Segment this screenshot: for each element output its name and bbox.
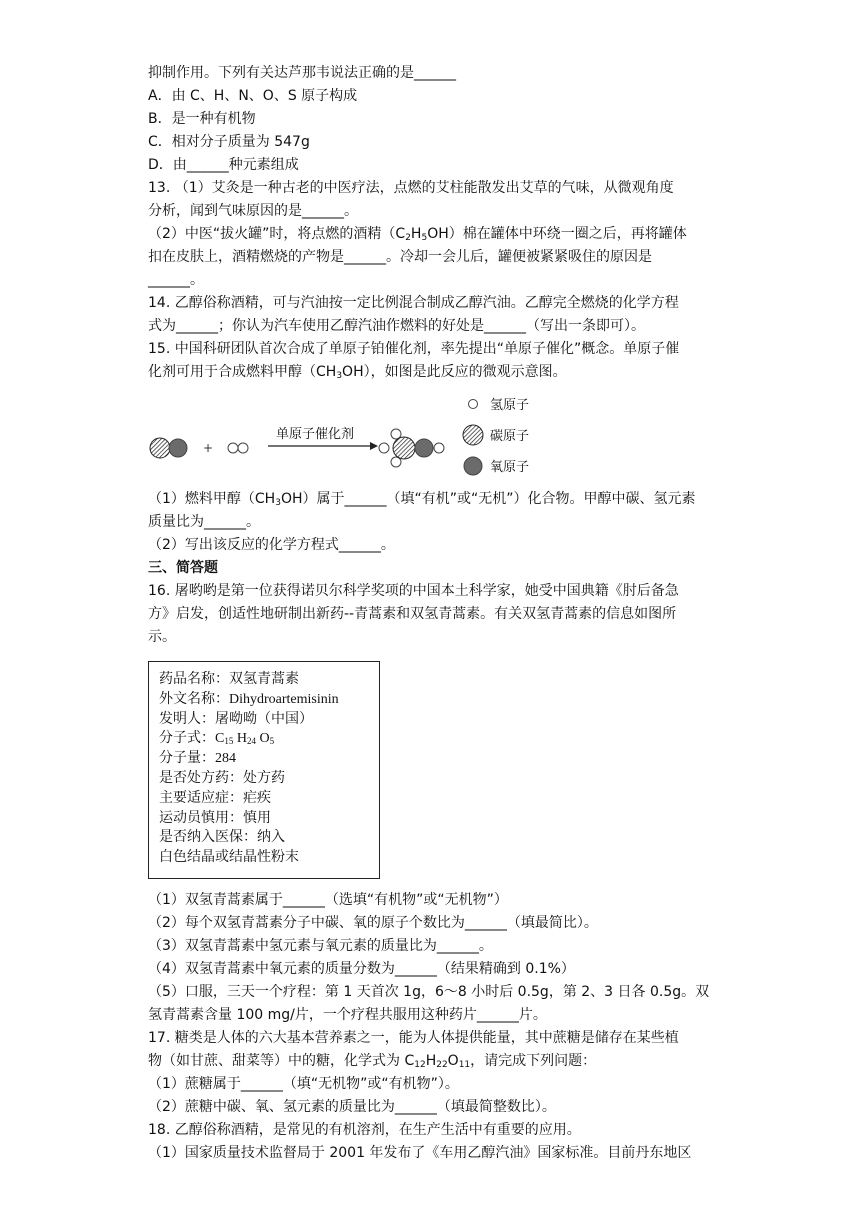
question-16-line: 16. 屠哟哟是第一位获得诺贝尔科学奖项的中国本土科学家，她受中国典籍《肘后备急 (148, 583, 679, 599)
question-14-line: 14. 乙醇俗称酒精，可与汽油按一定比例混合制成乙醇汽油。乙醇完全燃烧的化学方程 (148, 295, 679, 311)
legend (463, 398, 529, 475)
question-16-part: （3）双氢青蒿素中氢元素与氧元素的质量比为______。 (148, 937, 493, 954)
question-13-line: 13. （1）艾灸是一种古老的中医疗法，点燃的艾柱能散发出艾草的气味，从微观角度 (148, 180, 674, 196)
question-15-part-2: （2）写出该反应的化学方程式______。 (148, 537, 395, 553)
question-15-line: 15. 中国科研团队首次合成了单原子铂催化剂，率先提出“单原子催化”概念。单原子催 (148, 341, 680, 357)
drug-name: 药品名称：双氢青蒿素 (159, 671, 299, 687)
question-18-line: 18. 乙醇俗称酒精，是常见的有机溶剂，在生产生活中有重要的应用。 (148, 1121, 581, 1138)
drug-inventor: 发明人：屠呦呦（中国） (159, 710, 313, 727)
question-15-line: 化剂可用于合成燃料甲醇$(CH_3OH)$，如图是此反应的微观示意图。 (148, 364, 567, 381)
option-c: C．相对分子质量为 547g (148, 134, 310, 150)
legend-oxygen-label: 氧原子 (490, 460, 530, 475)
drug-molecular-mass: 分子量：284 (159, 750, 236, 767)
question-16-part: （1）双氢青蒿素属于______（选填“有机物”或“无机物”） (148, 891, 508, 908)
question-16-line: 示。 (148, 629, 176, 645)
legend-carbon-label: 碳原子 (490, 429, 530, 444)
option-b: B．是一种有机物 (148, 111, 256, 127)
legend-hydrogen-icon (469, 400, 478, 409)
drug-foreign-name: 外文名称：Dihydroartemisinin (159, 690, 339, 707)
drug-info-card (148, 661, 380, 879)
question-13-part-2: （2）中医“拔火罐”时，将点燃的酒精$(C_2H_5OH)$棉在罐体中环绕一圈之后，再将罐体 (148, 226, 687, 243)
drug-insurance: 是否纳入医保：纳入 (159, 829, 285, 846)
h2-molecule (228, 443, 248, 453)
plus-sign: + (203, 441, 214, 455)
question-13-line: 分析，闻到气味原因的是______。 (148, 203, 358, 219)
question-14-line: 式为______；你认为汽车使用乙醇汽油作燃料的好处是______（写出一条即可）。 (148, 318, 645, 334)
question-16-part: （2）每个双氢青蒿素分子中碳、氧的原子个数比为______（填最简比）。 (148, 914, 598, 931)
drug-prescription: 是否处方药：处方药 (159, 769, 285, 786)
question-13-part-2: 扣在皮肤上，酒精燃烧的产物是______。冷却一会儿后，罐便被紧紧吸住的原因是 (148, 249, 652, 265)
question-17-part: （1）蔗糖属于______（填“无机物”或“有机物”）。 (148, 1075, 459, 1092)
question-15-part-1: 质量比为______。 (148, 514, 260, 530)
legend-oxygen-icon (464, 457, 482, 475)
reaction-diagram-svg (148, 388, 568, 484)
legend-hydrogen-label: 氢原子 (490, 398, 530, 413)
co-molecule (150, 438, 187, 458)
drug-athlete-caution: 运动员慎用：慎用 (159, 809, 271, 826)
drug-formula: 分子式：$C_{15}$ $H_{24}$ $O_5$ (159, 730, 275, 747)
catalyst-label: 单原子催化剂 (276, 427, 355, 442)
question-16-part: （4）双氢青蒿素中氧元素的质量分数为______（结果精确到 0.1%） (148, 960, 575, 977)
question-17-line: 物（如甘蔗、甜菜等）中的糖，化学式为 $C_{12}H_{22}O_{11}$，请完成下列问题： (148, 1052, 597, 1070)
drug-indication: 主要适应症：疟疾 (159, 789, 271, 806)
question-15-part-1: （1）燃料甲醇$(CH_3OH)$属于______（填“有机”或“无机”）化合物。甲醇中碳、氢元素 (148, 491, 696, 508)
text-line: 抑制作用。下列有关达芦那韦说法正确的是______ (148, 65, 456, 81)
option-a: A．由 C、H、N、O、S 原子构成 (148, 88, 358, 104)
question-13-part-2: ______。 (148, 272, 204, 288)
document-body (148, 62, 718, 1165)
question-17-part: （2）蔗糖中碳、氧、氢元素的质量比为______（填最简整数比）。 (148, 1098, 556, 1115)
arrow-head-icon (370, 442, 378, 450)
question-16-part: （5）口服，三天一个疗程：第 1 天首次 1g，6～8 小时后 0.5g，第 2、3 日各 0.5g。双 (148, 983, 710, 1000)
question-17-line: 17. 糖类是人体的六大基本营养素之一，能为人体提供能量，其中蔗糖是储存在某些植 (148, 1029, 679, 1046)
question-16-line: 方》启发，创适性地研制出新药--青蒿素和双氢青蒿素。有关双氢青蒿素的信息如图所 (148, 606, 677, 622)
drug-appearance: 白色结晶或结晶性粉末 (159, 849, 299, 866)
question-18-line: （1）国家质量技术监督局于 2001 年发布了《车用乙醇汽油》国家标准。目前丹东地区 (148, 1144, 692, 1161)
question-16-part: 氢青蒿素含量 100 mg/片，一个疗程共服用这种药片______片。 (148, 1006, 547, 1023)
section-heading: 三、简答题 (148, 560, 218, 576)
methanol-molecule (379, 429, 444, 467)
legend-carbon-icon (463, 425, 483, 445)
option-d: D．由______种元素组成 (148, 157, 299, 173)
reaction-diagram (148, 388, 718, 484)
